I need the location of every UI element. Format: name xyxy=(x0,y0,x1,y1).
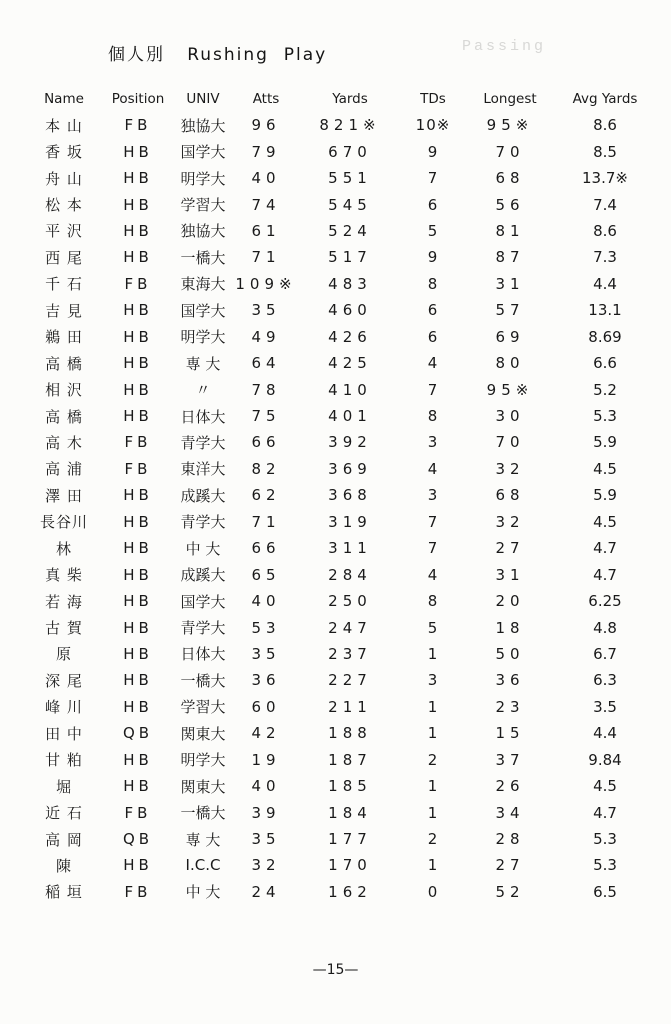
col-avg-yards-cell: 6.5 xyxy=(593,882,617,901)
table-row xyxy=(26,271,656,297)
page-number: —15— xyxy=(312,962,359,978)
col-univ-cell: 国学大 xyxy=(180,592,226,611)
table-row xyxy=(26,191,656,217)
col-longest-cell: 95※ xyxy=(486,380,534,399)
table-row xyxy=(26,799,656,825)
col-tds-cell: 7 xyxy=(427,512,439,531)
col-name-cell: 高 橋 xyxy=(45,407,83,426)
col-longest-cell: 70 xyxy=(495,142,525,161)
col-longest-cell: 26 xyxy=(495,777,525,796)
col-name-cell: 松 本 xyxy=(45,196,83,215)
col-yards-cell: 483 xyxy=(328,274,372,293)
col-univ-cell: 一橋大 xyxy=(180,248,226,267)
col-avg-yards-cell: 5.3 xyxy=(593,856,617,875)
table-row xyxy=(26,376,656,402)
col-position-cell: FB xyxy=(124,882,152,901)
col-longest-cell: 15 xyxy=(495,724,525,743)
col-longest-cell: 70 xyxy=(495,433,525,452)
col-atts-cell: 53 xyxy=(251,618,281,637)
col-longest-cell: 20 xyxy=(495,592,525,611)
col-tds-cell: 1 xyxy=(427,697,439,716)
col-name-cell: 深 尾 xyxy=(45,671,83,690)
col-tds-cell: 7 xyxy=(427,539,439,558)
col-name-cell: 古 賀 xyxy=(45,619,83,638)
col-yards-cell: 545 xyxy=(328,195,372,214)
col-univ-cell: 明学大 xyxy=(180,169,226,188)
col-univ-cell: 一橋大 xyxy=(180,804,226,823)
col-name-cell: 近 石 xyxy=(45,804,83,823)
col-position-cell: HB xyxy=(123,354,153,373)
col-longest-cell: 95※ xyxy=(486,116,534,135)
col-avg-yards-cell: 4.7 xyxy=(593,565,617,584)
col-name-cell: 舟 山 xyxy=(45,169,83,188)
col-avg-yards-cell: 8.69 xyxy=(588,327,622,346)
col-univ-cell: 日体大 xyxy=(180,645,226,664)
col-longest-cell: 50 xyxy=(495,644,525,663)
table-row xyxy=(26,852,656,878)
col-tds-cell: 1 xyxy=(427,803,439,822)
col-position-cell: HB xyxy=(123,671,153,690)
col-atts-cell: 79 xyxy=(251,142,281,161)
table-row xyxy=(26,244,656,270)
col-avg-yards-cell: 6.7 xyxy=(593,644,617,663)
col-yards-cell: 311 xyxy=(328,539,372,558)
col-name-cell: 平 沢 xyxy=(45,222,83,241)
table-body xyxy=(26,112,656,905)
table-row xyxy=(26,482,656,508)
table-row xyxy=(26,456,656,482)
col-avg-yards-cell: 5.9 xyxy=(593,433,617,452)
col-position-cell: HB xyxy=(123,195,153,214)
col-tds-cell: 10※ xyxy=(415,116,451,135)
col-univ-cell: 一橋大 xyxy=(180,671,226,690)
col-univ-cell: 東海大 xyxy=(180,275,226,294)
col-avg-yards-cell: 4.7 xyxy=(593,539,617,558)
col-atts-cell: 74 xyxy=(251,195,281,214)
col-position-cell: HB xyxy=(123,777,153,796)
col-tds-cell: 5 xyxy=(427,618,439,637)
col-position-cell: HB xyxy=(123,697,153,716)
col-name-cell: 鵜 田 xyxy=(45,328,83,347)
col-name-cell: 峰 川 xyxy=(45,698,83,717)
col-longest-cell: 31 xyxy=(495,565,525,584)
col-tds-cell: 3 xyxy=(427,486,439,505)
col-avg-yards-cell: 4.5 xyxy=(593,777,617,796)
col-tds-header: TDs xyxy=(420,91,446,107)
col-tds-cell: 4 xyxy=(427,354,439,373)
col-longest-header: Longest xyxy=(483,91,537,107)
col-yards-cell: 187 xyxy=(328,750,372,769)
col-name-cell: 長谷川 xyxy=(39,513,88,532)
col-avg-yards-cell: 7.3 xyxy=(593,248,617,267)
col-tds-cell: 1 xyxy=(427,777,439,796)
col-name-cell: 高 浦 xyxy=(45,460,83,479)
col-position-cell: HB xyxy=(123,750,153,769)
table-row xyxy=(26,429,656,455)
col-atts-cell: 64 xyxy=(251,354,281,373)
col-name-cell: 高 岡 xyxy=(45,830,83,849)
table-row xyxy=(26,138,656,164)
col-atts-cell: 96 xyxy=(251,116,281,135)
col-tds-cell: 5 xyxy=(427,221,439,240)
table-row xyxy=(26,535,656,561)
table-header xyxy=(26,86,656,112)
col-univ-cell: 関東大 xyxy=(180,777,226,796)
col-univ-cell: 青学大 xyxy=(180,619,226,638)
col-avg-yards-cell: 9.84 xyxy=(588,750,622,769)
col-tds-cell: 7 xyxy=(427,169,439,188)
col-longest-cell: 28 xyxy=(495,830,525,849)
col-yards-cell: 177 xyxy=(328,830,372,849)
col-name-cell: 千 石 xyxy=(45,275,83,294)
col-longest-cell: 37 xyxy=(495,750,525,769)
col-yards-cell: 170 xyxy=(328,856,372,875)
col-yards-cell: 284 xyxy=(328,565,372,584)
table-row xyxy=(26,112,656,138)
col-position-cell: HB xyxy=(123,407,153,426)
rushing-table xyxy=(26,86,656,905)
col-position-cell: HB xyxy=(123,512,153,531)
col-atts-cell: 82 xyxy=(251,459,281,478)
col-univ-cell: 日体大 xyxy=(180,407,226,426)
table-row xyxy=(26,641,656,667)
table-row xyxy=(26,826,656,852)
col-avg-yards-cell: 3.5 xyxy=(593,697,617,716)
col-atts-header: Atts xyxy=(252,91,280,107)
col-yards-cell: 368 xyxy=(328,486,372,505)
col-position-cell: HB xyxy=(123,618,153,637)
col-univ-cell: 専 大 xyxy=(185,830,221,849)
col-avg-yards-cell: 5.3 xyxy=(593,407,617,426)
col-tds-cell: 4 xyxy=(427,565,439,584)
table-row xyxy=(26,694,656,720)
col-longest-cell: 27 xyxy=(495,539,525,558)
col-position-cell: HB xyxy=(123,301,153,320)
col-longest-cell: 34 xyxy=(495,803,525,822)
col-univ-cell: 成蹊大 xyxy=(180,486,226,505)
col-position-cell: FB xyxy=(124,803,152,822)
col-avg-yards-cell: 5.3 xyxy=(593,830,617,849)
col-yards-cell: 247 xyxy=(328,618,372,637)
col-yards-cell: 524 xyxy=(328,221,372,240)
col-longest-cell: 56 xyxy=(495,195,525,214)
col-yards-cell: 517 xyxy=(328,248,372,267)
col-univ-cell: 国学大 xyxy=(180,143,226,162)
col-tds-cell: 8 xyxy=(427,407,439,426)
col-position-cell: HB xyxy=(123,248,153,267)
col-tds-cell: 3 xyxy=(427,671,439,690)
col-position-cell: HB xyxy=(123,142,153,161)
col-yards-cell: 250 xyxy=(328,592,372,611)
col-name-cell: 本 山 xyxy=(45,116,83,135)
col-univ-cell: 〃 xyxy=(195,381,211,400)
col-tds-cell: 8 xyxy=(427,592,439,611)
col-longest-cell: 81 xyxy=(495,221,525,240)
col-avg-yards-cell: 5.9 xyxy=(593,486,617,505)
col-name-cell: 真 柴 xyxy=(45,566,83,585)
table-row xyxy=(26,773,656,799)
col-yards-cell: 369 xyxy=(328,459,372,478)
col-atts-cell: 49 xyxy=(251,327,281,346)
col-position-cell: HB xyxy=(123,169,153,188)
col-avg-yards-cell: 6.6 xyxy=(593,354,617,373)
col-yards-cell: 184 xyxy=(328,803,372,822)
table-row xyxy=(26,324,656,350)
col-position-cell: QB xyxy=(122,724,154,743)
col-tds-cell: 1 xyxy=(427,724,439,743)
col-atts-cell: 35 xyxy=(251,830,281,849)
col-longest-cell: 68 xyxy=(495,169,525,188)
col-longest-cell: 80 xyxy=(495,354,525,373)
col-atts-cell: 42 xyxy=(251,724,281,743)
col-position-cell: FB xyxy=(124,274,152,293)
col-atts-cell: 35 xyxy=(251,301,281,320)
col-avg-yards-cell: 8.6 xyxy=(593,116,617,135)
col-univ-cell: 独協大 xyxy=(180,116,226,135)
col-yards-cell: 162 xyxy=(328,882,372,901)
col-univ-cell: 国学大 xyxy=(180,301,226,320)
col-univ-cell: 中 大 xyxy=(185,539,221,558)
col-name-cell: 吉 見 xyxy=(45,301,83,320)
col-univ-cell: 関東大 xyxy=(180,724,226,743)
col-univ-cell: 成蹊大 xyxy=(180,566,226,585)
col-name-cell: 原 xyxy=(55,645,72,664)
col-univ-cell: I.C.C xyxy=(185,856,221,875)
col-yards-cell: 211 xyxy=(328,697,372,716)
col-longest-cell: 31 xyxy=(495,274,525,293)
col-position-cell: FB xyxy=(124,116,152,135)
col-tds-cell: 9 xyxy=(427,142,439,161)
col-yards-cell: 425 xyxy=(328,354,372,373)
table-row xyxy=(26,509,656,535)
col-avg-yards-cell: 6.25 xyxy=(588,592,622,611)
col-name-cell: 堀 xyxy=(55,777,72,796)
col-avg-yards-cell: 13.7※ xyxy=(582,169,628,188)
col-atts-cell: 40 xyxy=(251,169,281,188)
col-univ-cell: 青学大 xyxy=(180,513,226,532)
col-univ-header: UNIV xyxy=(186,91,220,107)
col-longest-cell: 87 xyxy=(495,248,525,267)
col-tds-cell: 6 xyxy=(427,301,439,320)
table-row xyxy=(26,879,656,905)
col-avg-yards-cell: 4.4 xyxy=(593,724,617,743)
col-tds-cell: 6 xyxy=(427,195,439,214)
col-name-cell: 高 木 xyxy=(45,433,83,452)
col-yards-cell: 821※ xyxy=(319,116,381,135)
col-yards-cell: 670 xyxy=(328,142,372,161)
col-avg-yards-cell: 8.6 xyxy=(593,221,617,240)
col-position-cell: HB xyxy=(123,380,153,399)
col-longest-cell: 52 xyxy=(495,882,525,901)
col-atts-cell: 60 xyxy=(251,697,281,716)
col-longest-cell: 57 xyxy=(495,301,525,320)
col-atts-cell: 40 xyxy=(251,592,281,611)
col-name-cell: 稲 垣 xyxy=(45,883,83,902)
col-position-cell: HB xyxy=(123,592,153,611)
col-univ-cell: 専 大 xyxy=(185,354,221,373)
col-avg-yards-cell: 5.2 xyxy=(593,380,617,399)
col-atts-cell: 66 xyxy=(251,539,281,558)
col-univ-cell: 学習大 xyxy=(180,698,226,717)
col-position-cell: HB xyxy=(123,221,153,240)
col-avg-yards-cell: 6.3 xyxy=(593,671,617,690)
col-avg-yards-cell: 4.4 xyxy=(593,274,617,293)
col-longest-cell: 68 xyxy=(495,486,525,505)
col-atts-cell: 61 xyxy=(251,221,281,240)
col-position-cell: HB xyxy=(123,644,153,663)
col-position-cell: FB xyxy=(124,459,152,478)
col-position-cell: HB xyxy=(123,327,153,346)
col-yards-cell: 401 xyxy=(328,407,372,426)
col-position-header: Position xyxy=(111,91,165,107)
table-row xyxy=(26,165,656,191)
col-name-header: Name xyxy=(44,91,84,107)
col-longest-cell: 18 xyxy=(495,618,525,637)
col-tds-cell: 6 xyxy=(427,327,439,346)
col-atts-cell: 24 xyxy=(251,882,281,901)
col-yards-cell: 185 xyxy=(328,777,372,796)
col-longest-cell: 30 xyxy=(495,407,525,426)
col-longest-cell: 27 xyxy=(495,856,525,875)
header-row xyxy=(26,86,656,112)
table-row xyxy=(26,297,656,323)
col-atts-cell: 71 xyxy=(251,512,281,531)
col-name-cell: 高 橋 xyxy=(45,354,83,373)
col-yards-cell: 410 xyxy=(328,380,372,399)
col-tds-cell: 0 xyxy=(427,882,439,901)
col-yards-cell: 426 xyxy=(328,327,372,346)
col-position-cell: FB xyxy=(124,433,152,452)
col-avg-yards-cell: 7.4 xyxy=(593,195,617,214)
col-atts-cell: 109※ xyxy=(235,274,297,293)
col-univ-cell: 独協大 xyxy=(180,222,226,241)
col-longest-cell: 69 xyxy=(495,327,525,346)
col-longest-cell: 32 xyxy=(495,512,525,531)
col-tds-cell: 3 xyxy=(427,433,439,452)
col-yards-cell: 460 xyxy=(328,301,372,320)
col-atts-cell: 40 xyxy=(251,777,281,796)
col-atts-cell: 62 xyxy=(251,486,281,505)
col-tds-cell: 8 xyxy=(427,274,439,293)
col-name-cell: 林 xyxy=(55,539,72,558)
table-row xyxy=(26,667,656,693)
col-name-cell: 香 坂 xyxy=(45,143,83,162)
col-position-cell: HB xyxy=(123,856,153,875)
col-name-cell: 澤 田 xyxy=(45,486,83,505)
col-tds-cell: 1 xyxy=(427,644,439,663)
table-row xyxy=(26,218,656,244)
col-tds-cell: 1 xyxy=(427,856,439,875)
col-name-cell: 西 尾 xyxy=(45,248,83,267)
col-avg-yards-cell: 4.5 xyxy=(593,459,617,478)
col-position-cell: HB xyxy=(123,486,153,505)
col-atts-cell: 32 xyxy=(251,856,281,875)
page-title: 個人別 Rushing Play xyxy=(108,45,328,65)
col-atts-cell: 36 xyxy=(251,671,281,690)
col-name-cell: 若 海 xyxy=(45,592,83,611)
col-tds-cell: 2 xyxy=(427,830,439,849)
col-yards-cell: 188 xyxy=(328,724,372,743)
col-atts-cell: 78 xyxy=(251,380,281,399)
col-yards-cell: 392 xyxy=(328,433,372,452)
col-univ-cell: 中 大 xyxy=(185,883,221,902)
table-row xyxy=(26,561,656,587)
col-univ-cell: 青学大 xyxy=(180,433,226,452)
table-row xyxy=(26,403,656,429)
col-yards-cell: 319 xyxy=(328,512,372,531)
col-atts-cell: 66 xyxy=(251,433,281,452)
col-longest-cell: 36 xyxy=(495,671,525,690)
col-atts-cell: 71 xyxy=(251,248,281,267)
col-name-cell: 田 中 xyxy=(45,724,83,743)
col-atts-cell: 75 xyxy=(251,407,281,426)
table-row xyxy=(26,720,656,746)
col-yards-header: Yards xyxy=(332,91,368,107)
table-row xyxy=(26,588,656,614)
col-avg-yards-cell: 4.8 xyxy=(593,618,617,637)
ghost-heading: Passing xyxy=(462,38,547,55)
col-atts-cell: 35 xyxy=(251,644,281,663)
col-yards-cell: 227 xyxy=(328,671,372,690)
col-tds-cell: 9 xyxy=(427,248,439,267)
col-univ-cell: 東洋大 xyxy=(180,460,226,479)
col-univ-cell: 明学大 xyxy=(180,328,226,347)
col-name-cell: 陳 xyxy=(55,856,72,875)
col-name-cell: 相 沢 xyxy=(45,381,83,400)
col-position-cell: QB xyxy=(122,830,154,849)
col-tds-cell: 2 xyxy=(427,750,439,769)
table-row xyxy=(26,350,656,376)
table-row xyxy=(26,747,656,773)
col-avg-yards-cell: 4.5 xyxy=(593,512,617,531)
col-tds-cell: 7 xyxy=(427,380,439,399)
col-longest-cell: 32 xyxy=(495,459,525,478)
col-avg-yards-cell: 8.5 xyxy=(593,142,617,161)
col-position-cell: HB xyxy=(123,565,153,584)
col-univ-cell: 明学大 xyxy=(180,751,226,770)
col-avg-yards-cell: 13.1 xyxy=(588,301,622,320)
table-row xyxy=(26,614,656,640)
col-position-cell: HB xyxy=(123,539,153,558)
col-name-cell: 甘 粕 xyxy=(45,751,83,770)
col-avg-yards-header: Avg Yards xyxy=(572,91,638,107)
col-atts-cell: 39 xyxy=(251,803,281,822)
col-yards-cell: 237 xyxy=(328,644,372,663)
col-longest-cell: 23 xyxy=(495,697,525,716)
col-tds-cell: 4 xyxy=(427,459,439,478)
col-avg-yards-cell: 4.7 xyxy=(593,803,617,822)
col-atts-cell: 65 xyxy=(251,565,281,584)
col-atts-cell: 19 xyxy=(251,750,281,769)
col-yards-cell: 551 xyxy=(328,169,372,188)
col-univ-cell: 学習大 xyxy=(180,196,226,215)
